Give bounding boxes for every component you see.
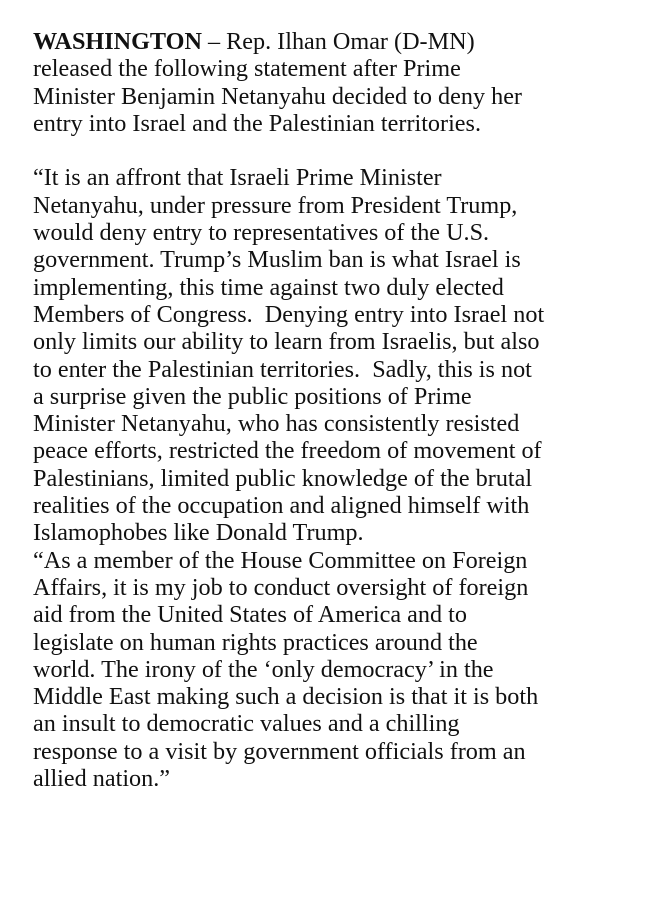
quote1-line-8: to enter the Palestinian territories. Sadly, this is not — [33, 355, 532, 383]
quote2-line-4: legislate on human rights practices around the — [33, 628, 478, 656]
quote1-line-1: “It is an affront that Israeli Prime Minister — [33, 164, 442, 192]
quote1-line-11: peace efforts, restricted the freedom of movement of — [33, 437, 542, 465]
intro-line-2: released the following statement after Prime — [33, 55, 461, 83]
quote1-line-2: Netanyahu, under pressure from President Trump, — [33, 191, 518, 219]
intro-line-4: entry into Israel and the Palestinian territories. — [33, 109, 482, 137]
quote1-line-6: Members of Congress. Denying entry into Israel not — [33, 300, 545, 328]
quote1-line-9: a surprise given the public positions of Prime — [33, 382, 472, 410]
quote2-line-1: “As a member of the House Committee on Foreign — [33, 546, 528, 574]
quote2-line-6: Middle East making such a decision is that it is both — [33, 683, 539, 711]
quote2-line-5: world. The irony of the ‘only democracy’ in the — [33, 655, 494, 683]
quote1-line-7: only limits our ability to learn from Israelis, but also — [33, 328, 540, 356]
quote2-line-2: Affairs, it is my job to conduct oversight of foreign — [33, 573, 529, 601]
quote1-line-13: realities of the occupation and aligned himself with — [33, 492, 530, 520]
intro-text: – Rep. Ilhan Omar (D-MN) — [201, 28, 475, 55]
quote1-line-4: government. Trump’s Muslim ban is what Israel is — [33, 246, 521, 274]
quote2-line-8: response to a visit by government officials from an — [33, 737, 526, 765]
quote2-line-9: allied nation.” — [33, 765, 171, 793]
quote-paragraph-1 — [33, 164, 653, 546]
quote-paragraph-2 — [33, 547, 653, 793]
quote1-line-3: would deny entry to representatives of the U.S. — [33, 219, 490, 247]
quote1-line-12: Palestinians, limited public knowledge of the brutal — [33, 464, 533, 492]
intro-line-1 — [33, 28, 653, 55]
quote1-line-5: implementing, this time against two duly elected — [33, 273, 504, 301]
paragraph-gap — [33, 137, 653, 164]
quote2-line-3: aid from the United States of America and to — [33, 601, 467, 629]
dateline: WASHINGTON — [33, 28, 202, 55]
quote1-line-14: Islamophobes like Donald Trump. — [33, 519, 364, 547]
intro-line-3: Minister Benjamin Netanyahu decided to deny her — [33, 82, 522, 110]
quote2-line-7: an insult to democratic values and a chilling — [33, 710, 460, 738]
press-statement — [33, 28, 653, 792]
quote1-line-10: Minister Netanyahu, who has consistently resisted — [33, 410, 520, 438]
